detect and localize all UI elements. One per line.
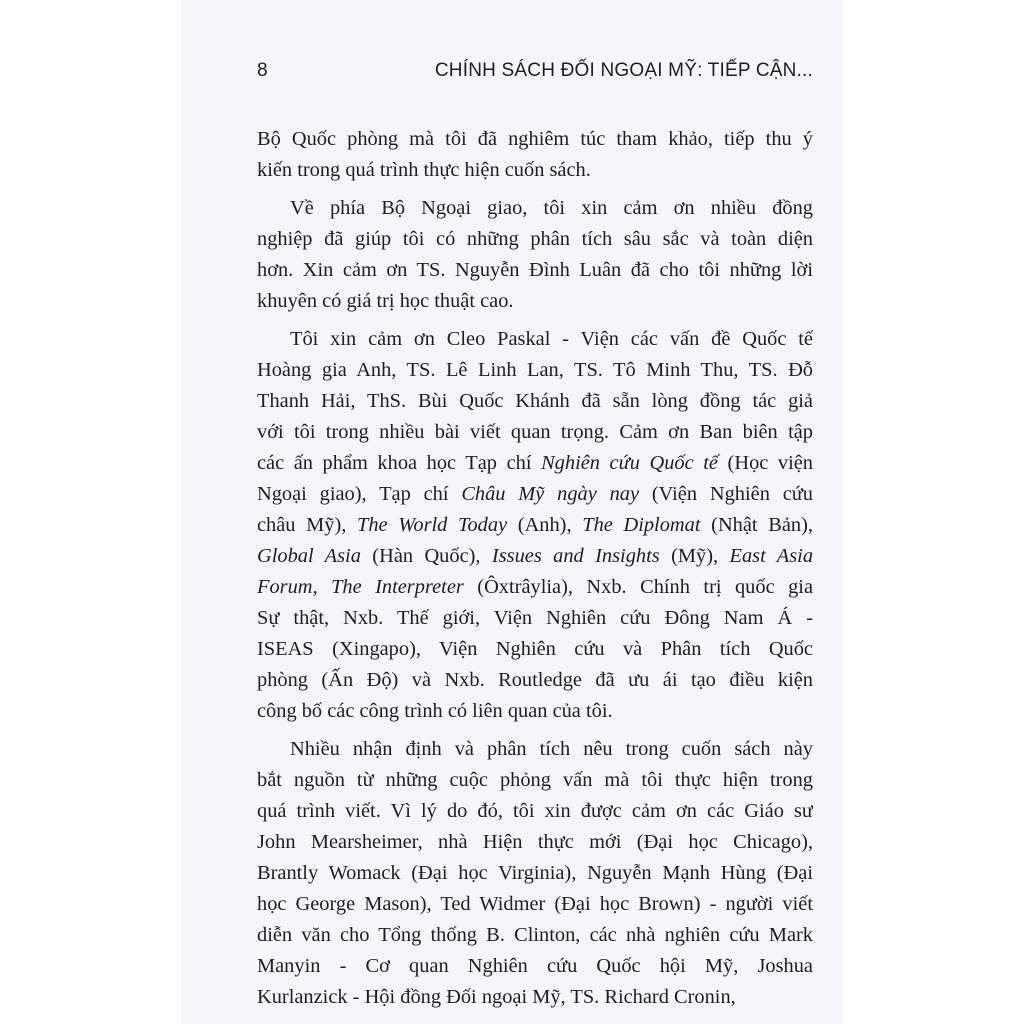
text-line [257,193,813,224]
page-number: 8 [257,60,268,81]
text-run: John Mearsheimer, nhà Hiện thực mới (Đại học Chicago), [257,831,813,853]
text-line [257,827,813,858]
text-run: Manyin - Cơ quan Nghiên cứu Quốc hội Mỹ, Joshua [257,955,813,977]
text-line [257,951,813,982]
text-run: Kurlanzick - Hội đồng Đối ngoại Mỹ, TS. Richard Cronin, [257,986,736,1008]
italic-title: Issues and Insights [491,545,660,567]
text-line [257,634,813,665]
text-run: với tôi trong nhiều bài viết quan trọng. Cảm ơn Ban biên tập [257,421,813,443]
text-run: khuyên có giá trị học thuật cao. [257,290,514,312]
text-run: hơn. Xin cảm ơn TS. Nguyễn Đình Luân đã cho tôi những lời [257,259,813,281]
text-run: Bộ Quốc phòng mà tôi đã nghiêm túc tham khảo, tiếp thu ý [257,128,813,150]
running-title: CHÍNH SÁCH ĐỐI NGOẠI MỸ: TIẾP CẬN... [434,60,813,81]
text-line [257,572,813,603]
text-run: (Viện Nghiên cứu [639,483,813,505]
text-run: quá trình viết. Vì lý do đó, tôi xin được cảm ơn các Giáo sư [257,800,813,822]
text-run: Về phía Bộ Ngoại giao, tôi xin cảm ơn nhiều đồng [290,197,813,219]
text-line [257,510,813,541]
italic-title: Forum, The Interpreter [257,576,464,598]
text-line [257,324,813,355]
text-line [257,796,813,827]
text-line [257,448,813,479]
text-line [257,982,813,1013]
text-run: học George Mason), Ted Widmer (Đại học Brown) - người viết [257,893,813,915]
text-line [257,386,813,417]
body-text [257,124,813,1013]
text-run: (Hàn Quốc), [360,545,492,567]
text-run: công bố các công trình có liên quan của tôi. [257,700,613,722]
italic-title: The World Today [357,514,508,536]
text-run: diễn văn cho Tổng thống B. Clinton, các nhà nghiên cứu Mark [257,924,813,946]
text-run: phòng (Ấn Độ) và Nxb. Routledge đã ưu ái tạo điều kiện [257,669,813,691]
text-line [257,255,813,286]
text-line [257,889,813,920]
text-line [257,286,813,317]
text-run: (Học viện [717,452,813,474]
text-run: Sự thật, Nxb. Thế giới, Viện Nghiên cứu Đông Nam Á - [257,607,813,629]
italic-title: East Asia [729,545,813,567]
text-run: châu Mỹ), [257,514,358,536]
text-run: kiến trong quá trình thực hiện cuốn sách. [257,159,591,181]
text-line [257,355,813,386]
text-line [257,734,813,765]
text-line [257,541,813,572]
text-line [257,665,813,696]
italic-title: Châu Mỹ ngày nay [461,483,640,505]
text-line [257,603,813,634]
text-run: Hoàng gia Anh, TS. Lê Linh Lan, TS. Tô Minh Thu, TS. Đỗ [257,359,813,381]
text-line [257,858,813,889]
text-line [257,765,813,796]
italic-title: Global Asia [257,545,361,567]
text-run: các ấn phẩm khoa học Tạp chí [257,452,542,474]
text-line [257,224,813,255]
text-run: (Anh), [507,514,583,536]
page-header [257,60,813,88]
text-run: Tôi xin cảm ơn Cleo Paskal - Viện các vấn đề Quốc tế [290,328,813,350]
text-line [257,920,813,951]
text-run: nghiệp đã giúp tôi có những phân tích sâu sắc và toàn diện [257,228,813,250]
italic-title: The Diplomat [582,514,701,536]
text-run: (Ôxtrâylia), Nxb. Chính trị quốc gia [463,576,813,598]
text-run: bắt nguồn từ những cuộc phỏng vấn mà tôi thực hiện trong [257,769,813,791]
text-line [257,479,813,510]
text-run: Ngoại giao), Tạp chí [257,483,462,505]
text-line [257,155,813,186]
text-run: Brantly Womack (Đại học Virginia), Nguyễn Mạnh Hùng (Đại [257,862,813,884]
text-run: (Nhật Bản), [700,514,813,536]
text-line [257,417,813,448]
text-line [257,124,813,155]
text-run: ISEAS (Xingapo), Viện Nghiên cứu và Phân tích Quốc [257,638,813,660]
text-run: (Mỹ), [659,545,730,567]
italic-title: Nghiên cứu Quốc tế [541,452,718,474]
text-line [257,696,813,727]
text-run: Thanh Hải, ThS. Bùi Quốc Khánh đã sẵn lòng đồng tác giả [257,390,813,412]
text-run: Nhiều nhận định và phân tích nêu trong cuốn sách này [290,738,813,760]
